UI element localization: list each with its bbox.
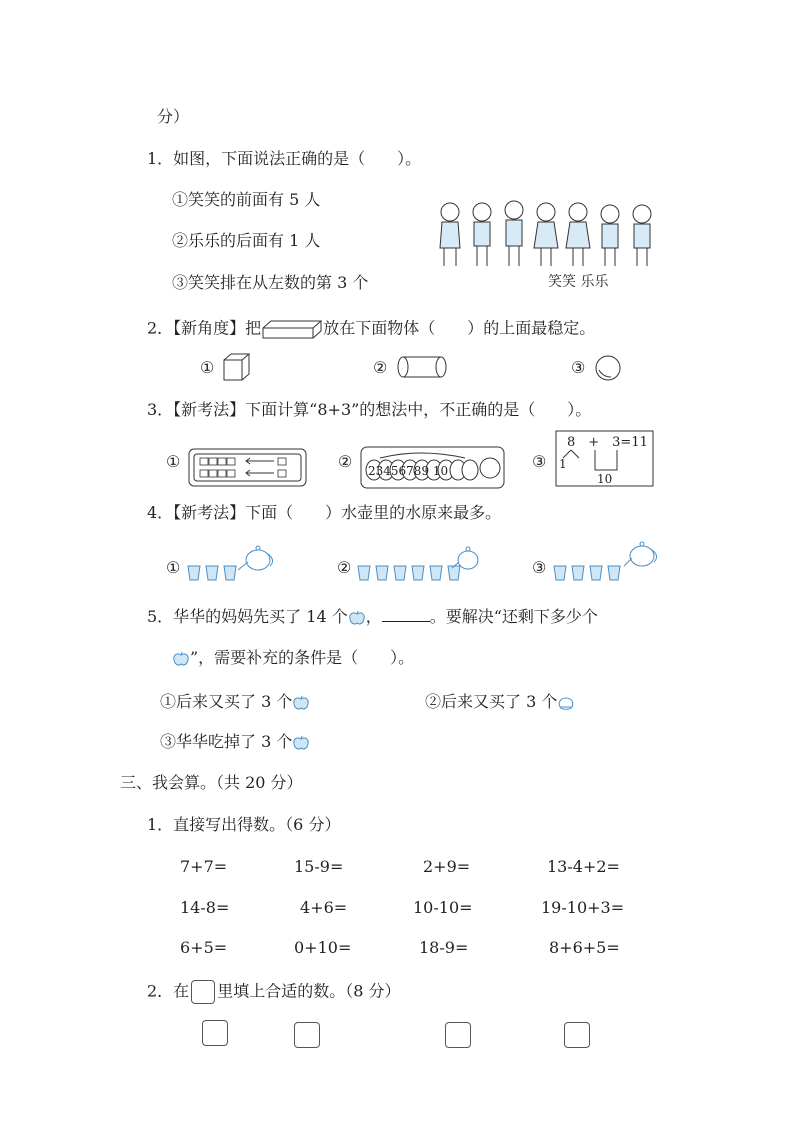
kettle-three-cups [186, 540, 276, 586]
answer-box-icon [191, 980, 215, 1004]
illustration-caption: 笑笑 乐乐 [548, 274, 609, 290]
question-3-stem: 3．【新考法】下面计算“8+3”的想法中，不正确的是（ ）。 [147, 400, 592, 419]
child-figure [633, 205, 651, 266]
question-2-stem [147, 318, 595, 340]
section-3-q2-title [147, 980, 400, 1004]
equation-text: 8 + 3=11 [567, 435, 648, 450]
calc-item: 13-4+2= [547, 857, 620, 876]
calc-item: 0+10= [294, 938, 352, 957]
calc-item: 8+6+5= [549, 938, 620, 957]
q5-option-2-text: ②后来又买了 3 个 [425, 692, 558, 711]
child-figure [601, 205, 619, 266]
q2-title-start: 2．在 [147, 981, 190, 1001]
calc-item: 18-9= [419, 938, 469, 957]
section-3-title: 三、我会算。（共 20 分） [120, 773, 303, 792]
calc-item: 14-8= [180, 898, 230, 917]
q2-option-3: ③ [571, 358, 586, 377]
kettle-six-cups [356, 540, 486, 586]
calc-item: 2+9= [423, 857, 471, 876]
q5-stem-part-c: 。要解决“还剩下多少个 [429, 607, 598, 626]
calc-item: 7+7= [180, 857, 228, 876]
page-fragment-text: 分） [157, 107, 190, 126]
section-3-q1-title: 1．直接写出得数。（6 分） [147, 815, 341, 834]
q2-title-end: 里填上合适的数。（8 分） [217, 981, 401, 1001]
answer-box[interactable] [294, 1022, 320, 1048]
q4-option-2: ② [337, 558, 352, 577]
flat-box-icon [261, 318, 323, 340]
child-figure [505, 201, 523, 266]
q5-option-2 [425, 692, 575, 712]
child-figure [440, 203, 460, 266]
caterpillar-numbers: 23456789 10 [368, 464, 449, 478]
calc-item: 4+6= [300, 898, 348, 917]
answer-box[interactable] [202, 1020, 228, 1046]
split-one: 1 [559, 457, 567, 471]
q1-option-1: ①笑笑的前面有 5 人 [172, 190, 321, 209]
question-5-stem [147, 607, 598, 627]
apple-icon [172, 651, 190, 667]
peach-icon [557, 695, 575, 711]
q5-stem-part-d: ”，需要补充的条件是（ ）。 [190, 648, 415, 667]
question-1-stem: 1．如图，下面说法正确的是（ ）。 [147, 149, 422, 168]
calc-item: 6+5= [180, 938, 228, 957]
answer-box[interactable] [564, 1022, 590, 1048]
question-4-stem: 4．【新考法】下面（ ）水壶里的水原来最多。 [147, 503, 502, 522]
q5-option-3-text: ③华华吃掉了 3 个 [160, 732, 293, 751]
apple-icon [292, 735, 310, 751]
cylinder-icon [395, 354, 451, 380]
q3-option-1: ① [166, 452, 181, 471]
cube-icon [222, 352, 252, 382]
q2-option-1: ① [200, 358, 215, 377]
q3-option-3: ③ [532, 452, 547, 471]
q4-option-1: ① [166, 558, 181, 577]
apple-icon [348, 610, 366, 626]
question-2-stem-start: 2．【新角度】把 [147, 318, 262, 338]
question-2-stem-end: 放在下面物体（ ）的上面最稳定。 [323, 318, 596, 338]
q5-option-3 [160, 732, 310, 752]
child-figure [566, 203, 590, 266]
split-ten: 10 [597, 472, 613, 486]
calc-item: 15-9= [294, 857, 344, 876]
fill-in-blank[interactable] [382, 607, 430, 622]
child-figure [473, 203, 491, 266]
q3-option-2: ② [338, 452, 353, 471]
q1-option-2: ②乐乐的后面有 1 人 [172, 231, 321, 250]
apple-icon [292, 695, 310, 711]
q5-stem-part-a: 5．华华的妈妈先买了 14 个 [147, 607, 348, 626]
split-ten-card [555, 430, 655, 488]
child-figure [534, 203, 558, 266]
q1-option-3: ③笑笑排在从左数的第 3 个 [172, 273, 369, 292]
kettle-four-cups [552, 540, 662, 586]
q5-stem-part-b: ， [365, 607, 382, 626]
sphere-icon [593, 353, 623, 383]
answer-box[interactable] [445, 1022, 471, 1048]
q5-option-1-text: ①后来又买了 3 个 [160, 692, 293, 711]
calc-item: 19-10+3= [541, 898, 625, 917]
children-queue-illustration [430, 190, 660, 290]
q5-option-1 [160, 692, 310, 712]
calc-item: 10-10= [413, 898, 473, 917]
q2-option-2: ② [373, 358, 388, 377]
question-5-stem-cont [172, 648, 414, 668]
number-caterpillar-card [360, 446, 506, 490]
q4-option-3: ③ [532, 558, 547, 577]
cube-counting-card [188, 448, 308, 488]
